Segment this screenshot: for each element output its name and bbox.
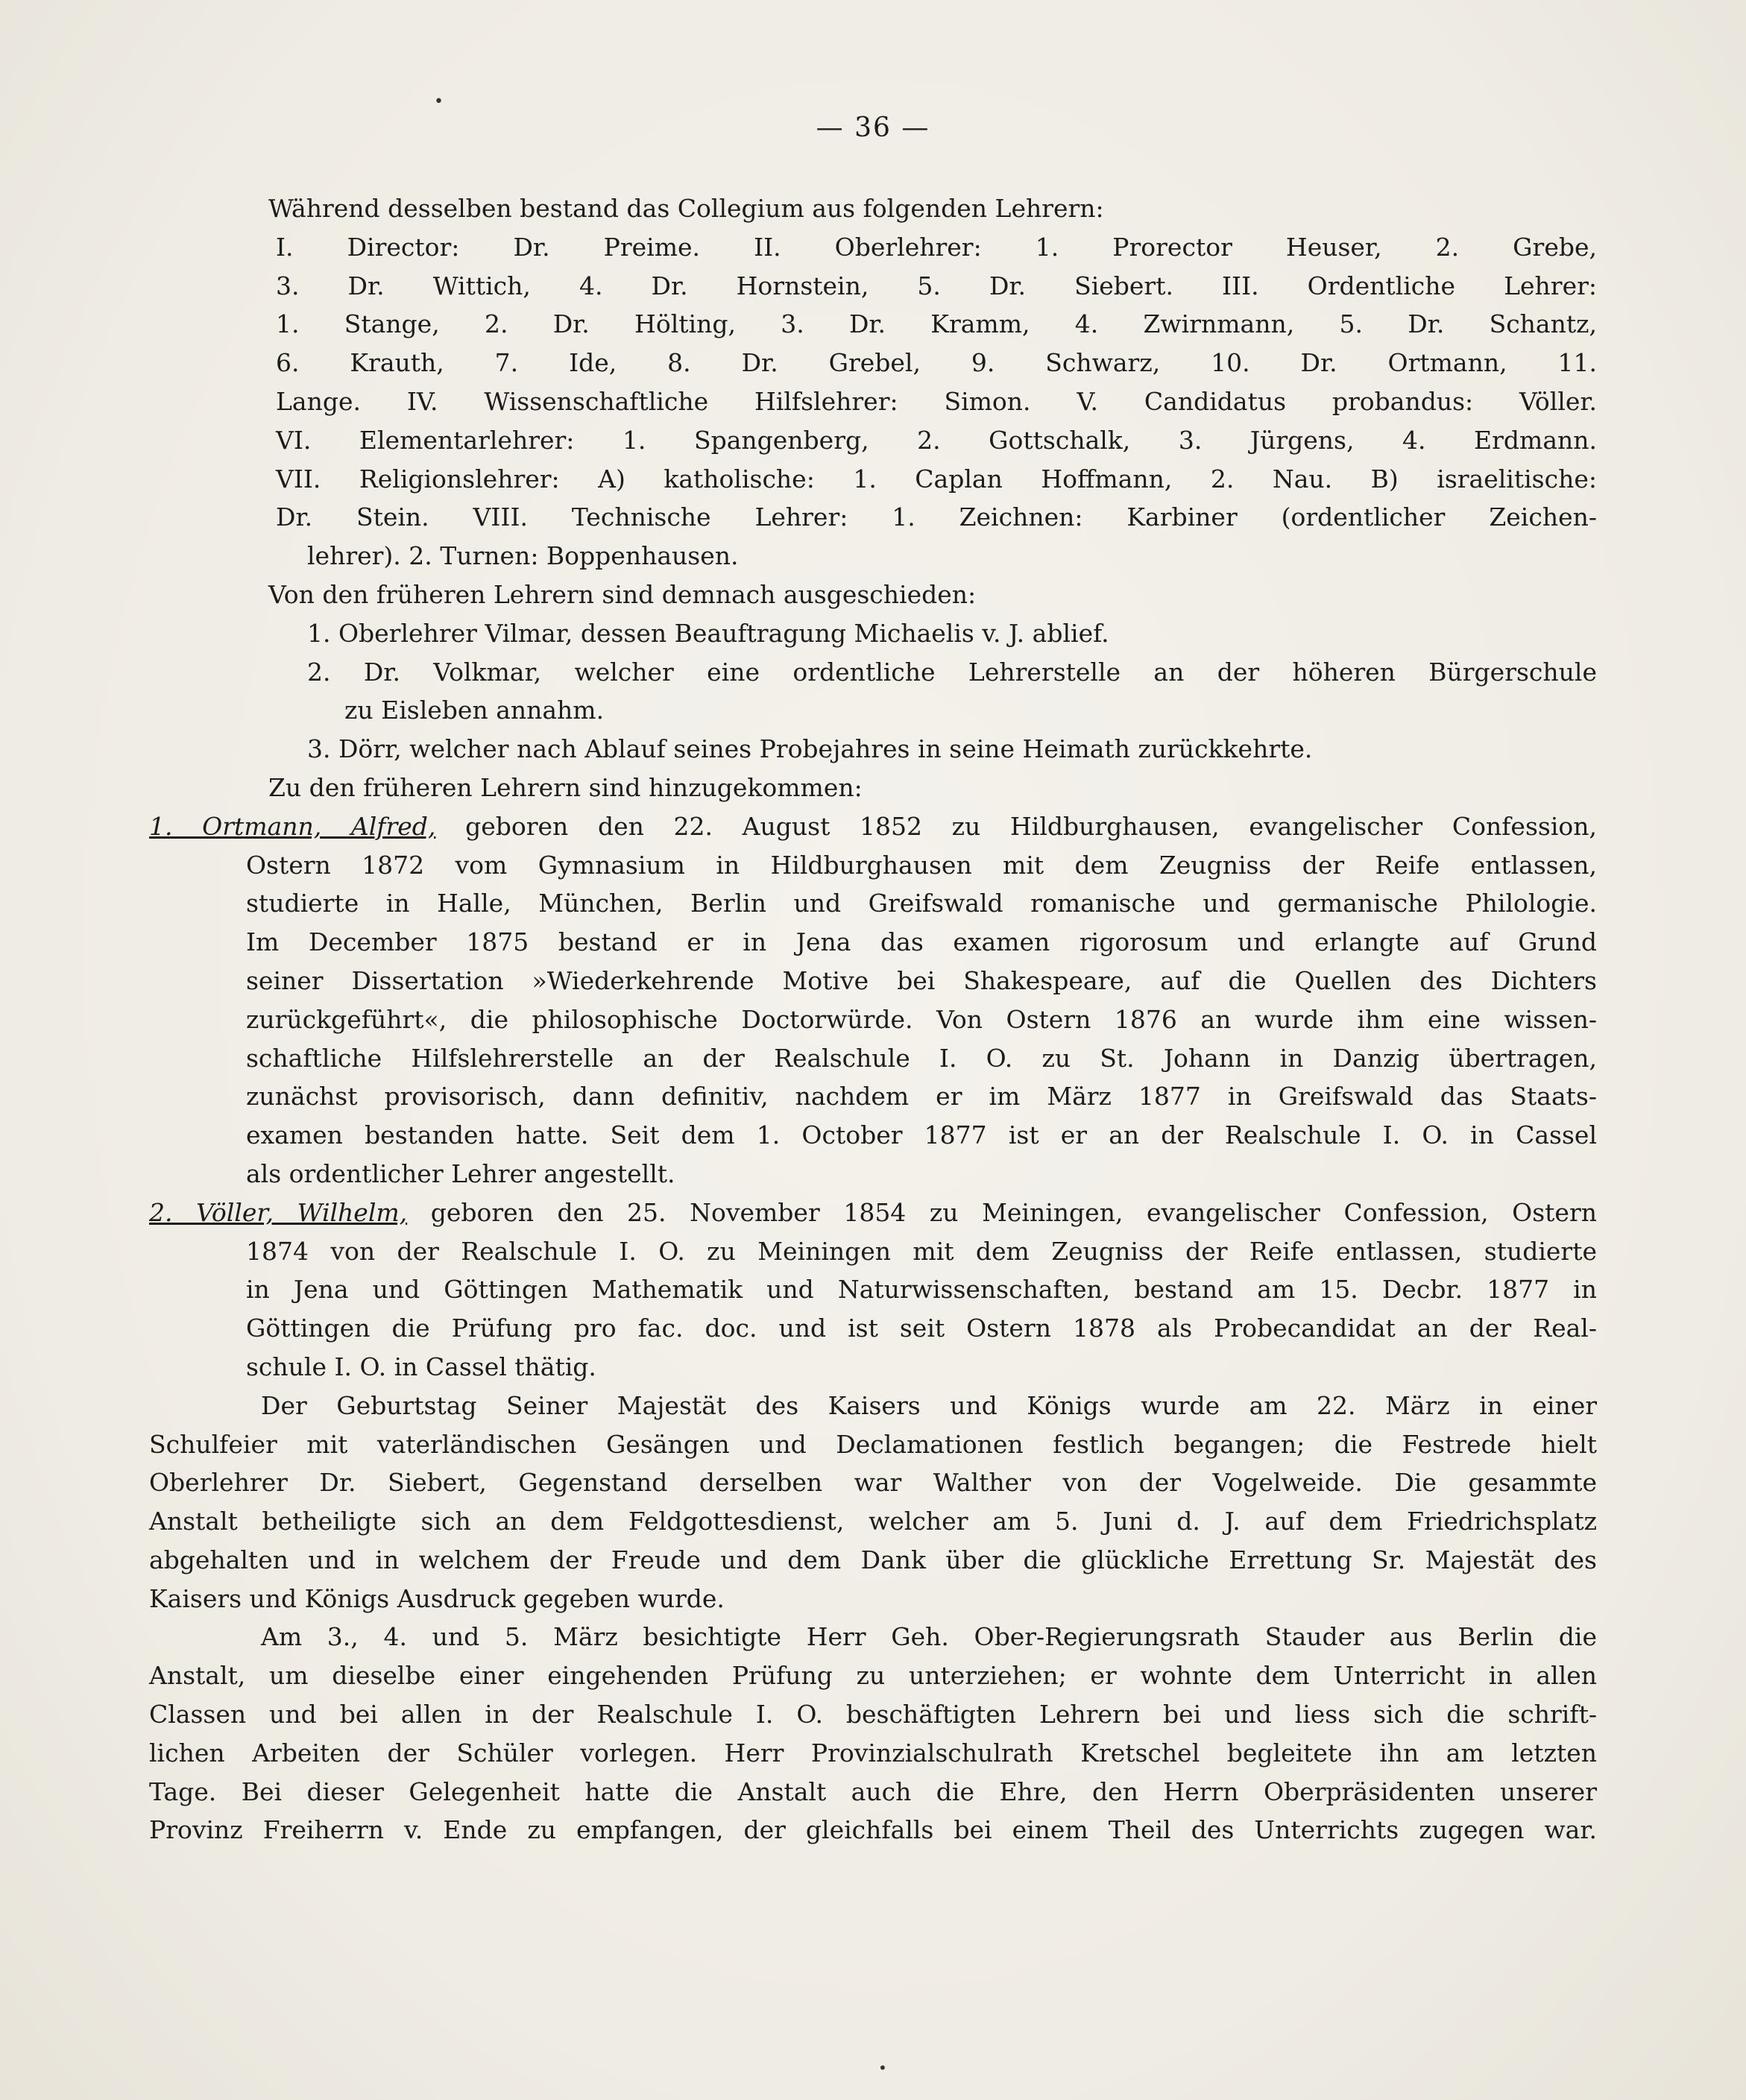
biography-line: in Jena und Göttingen Mathematik und Naturwissenschaften, bestand am 15. Decbr. 1877 in (246, 1275, 1597, 1305)
staff-line: VII. Religionslehrer: A) katholische: 1. Caplan Hoffmann, 2. Nau. B) israelitische: (276, 464, 1597, 494)
staff-line: I. Director: Dr. Preime. II. Oberlehrer: 1. Prorector Heuser, 2. Grebe, (276, 232, 1597, 262)
page-content (149, 104, 1597, 1850)
chronicle-line: Provinz Freiherrn v. Ende zu empfangen, der gleichfalls bei einem Theil des Unterrichts zugegen war. (149, 1815, 1597, 1845)
biography-line: zunächst provisorisch, dann definitiv, nachdem er im März 1877 in Greifswald das Staats- (246, 1082, 1597, 1112)
chronicle-line: abgehalten und in welchem der Freude und dem Dank über die glückliche Errettung Sr. Majestät des (149, 1545, 1597, 1574)
added-section (149, 769, 1597, 1387)
biography-line: zurückgeführt«, die philosophische Doctorwürde. Von Ostern 1876 an wurde ihm eine wissen- (246, 1004, 1597, 1034)
biography-line: examen bestanden hatte. Seit dem 1. October 1877 ist er an der Realschule I. O. in Cassel (246, 1120, 1597, 1150)
chronicle-line: Anstalt betheiligte sich an dem Feldgottesdienst, welcher am 5. Juni d. J. auf dem Friedrichsplatz (149, 1507, 1597, 1536)
chronicle-line: Kaisers und Königs Ausdruck gegeben wurde. (149, 1583, 725, 1613)
biography-line: Göttingen die Prüfung pro fac. doc. und ist seit Ostern 1878 als Probecandidat an der Real- (246, 1314, 1597, 1343)
biography-line: schule I. O. in Cassel thätig. (246, 1352, 596, 1381)
staff-line: lehrer). 2. Turnen: Boppenhausen. (307, 541, 739, 571)
chronicle-line: lichen Arbeiten der Schüler vorlegen. Herr Provinzialschulrath Kretschel begleitete ihn am letzten (149, 1738, 1597, 1768)
biography-line: Ostern 1872 vom Gymnasium in Hildburghausen mit dem Zeugniss der Reife entlassen, (246, 850, 1597, 880)
chronicle-line: Am 3., 4. und 5. März besichtigte Herr Geh. Ober-Regierungsrath Stauder aus Berlin die (261, 1622, 1597, 1652)
biography-first-line (149, 1194, 1597, 1232)
biography-voeller (149, 1194, 1597, 1387)
staff-line: Lange. IV. Wissenschaftliche Hilfslehrer: Simon. V. Candidatus probandus: Völler. (276, 386, 1597, 416)
departed-intro: Von den früheren Lehrern sind demnach ausgeschieden: (268, 579, 977, 609)
departed-item: 2. Dr. Volkmar, welcher eine ordentliche Lehrerstelle an der höheren Bürgerschule (307, 657, 1597, 687)
biography-line: als ordentlicher Lehrer angestellt. (246, 1158, 675, 1188)
ink-dot-mark: • (434, 92, 444, 111)
chronicle-section (149, 1387, 1597, 1850)
biography-line: studierte in Halle, München, Berlin und Greifswald romanische und germanische Philologie. (246, 889, 1597, 918)
staff-section (149, 189, 1597, 576)
departed-item: 1. Oberlehrer Vilmar, dessen Beauftragung Michaelis v. J. ablief. (307, 618, 1109, 648)
chronicle-paragraph (149, 1618, 1597, 1850)
biography-name: 1. Ortmann, Alfred, (149, 811, 436, 841)
chronicle-line: Der Geburtstag Seiner Majestät des Kaisers und Königs wurde am 22. März in einer (261, 1390, 1597, 1420)
biography-text: geboren den 22. August 1852 zu Hildburghausen, evangelischer Confession, (435, 811, 1597, 841)
chronicle-line: Tage. Bei dieser Gelegenheit hatte die Anstalt auch die Ehre, den Herrn Oberpräsidenten unserer (149, 1776, 1597, 1806)
biography-ortmann (149, 807, 1597, 1194)
staff-line: Dr. Stein. VIII. Technische Lehrer: 1. Zeichnen: Karbiner (ordentlicher Zeichen- (276, 502, 1597, 532)
biography-line: schaftliche Hilfslehrerstelle an der Realschule I. O. zu St. Johann in Danzig übertragen, (246, 1043, 1597, 1073)
page-number: — 36 — (816, 113, 930, 143)
chronicle-line: Classen und bei allen in der Realschule I. O. beschäftigten Lehrern bei und liess sich die schrift- (149, 1700, 1597, 1729)
staff-line: 6. Krauth, 7. Ide, 8. Dr. Grebel, 9. Schwarz, 10. Dr. Ortmann, 11. (276, 348, 1597, 378)
added-intro: Zu den früheren Lehrern sind hinzugekommen: (268, 772, 863, 802)
departed-section (149, 576, 1597, 769)
biography-name: 2. Völler, Wilhelm, (149, 1197, 408, 1227)
chronicle-line: Schulfeier mit vaterländischen Gesängen und Declamationen festlich begangen; die Festrede hielt (149, 1429, 1597, 1459)
departed-item: zu Eisleben annahm. (344, 696, 605, 725)
biography-line: 1874 von der Realschule I. O. zu Meiningen mit dem Zeugniss der Reife entlassen, studierte (246, 1236, 1597, 1266)
biography-line: seiner Dissertation »Wiederkehrende Motive bei Shakespeare, auf die Quellen des Dichters (246, 965, 1597, 995)
chronicle-line: Oberlehrer Dr. Siebert, Gegenstand derselben war Walther von der Vogelweide. Die gesammte (149, 1468, 1597, 1498)
departed-item: 3. Dörr, welcher nach Ablauf seines Probejahres in seine Heimath zurückkehrte. (307, 734, 1313, 764)
biography-line: Im December 1875 bestand er in Jena das examen rigorosum und erlangte auf Grund (246, 927, 1597, 957)
chronicle-line: Anstalt, um dieselbe einer eingehenden Prüfung zu unterziehen; er wohnte dem Unterricht in allen (149, 1661, 1597, 1691)
ink-dot-mark: • (878, 2059, 887, 2077)
biography-text: geboren den 25. November 1854 zu Meiningen, evangelischer Confession, Ostern (407, 1197, 1597, 1227)
staff-line: 1. Stange, 2. Dr. Hölting, 3. Dr. Kramm, 4. Zwirnmann, 5. Dr. Schantz, (276, 309, 1597, 339)
biography-first-line (149, 807, 1597, 846)
staff-line: VI. Elementarlehrer: 1. Spangenberg, 2. Gottschalk, 3. Jürgens, 4. Erdmann. (276, 425, 1597, 455)
chronicle-paragraph (149, 1387, 1597, 1618)
staff-intro: Während desselben bestand das Collegium aus folgenden Lehrern: (268, 194, 1104, 223)
staff-line: 3. Dr. Wittich, 4. Dr. Hornstein, 5. Dr. Siebert. III. Ordentliche Lehrer: (276, 271, 1597, 300)
